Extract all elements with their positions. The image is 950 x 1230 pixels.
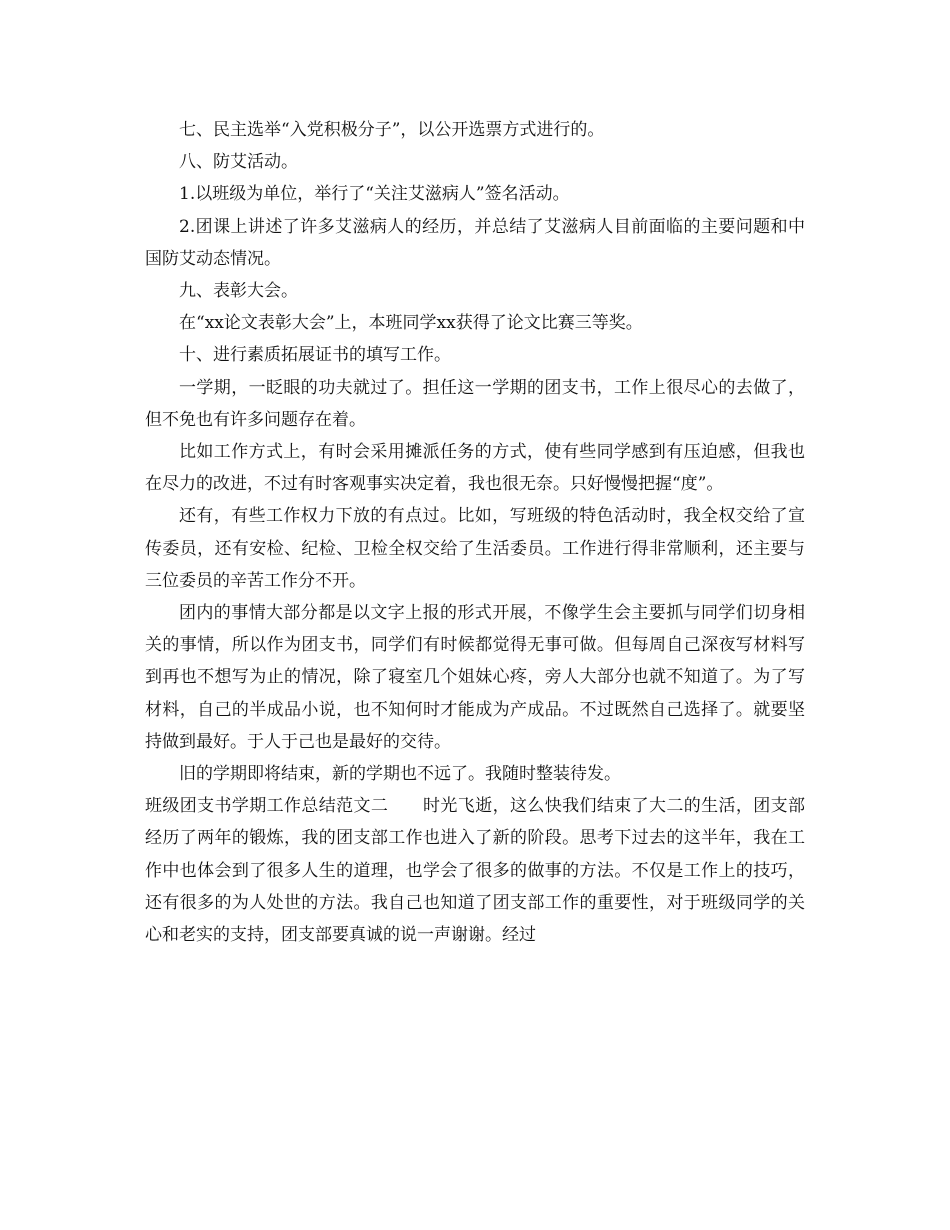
paragraph: 比如工作方式上，有时会采用摊派任务的方式，使有些同学感到有压迫感，但我也在尽力的改进，不过有时客观事实决定着，我也很无奈。只好慢慢把握“度”。 [145,442,805,495]
document-body [145,114,805,951]
paragraph: 团内的事情大部分都是以文字上报的形式开展，不像学生会主要抓与同学们切身相关的事情，所以作为团支书，同学们有时候都觉得无事可做。但每周自己深夜写材料写到再也不想写为止的情况，除了寝室几个姐妹心疼，旁人大部分也就不知道了。为了写材料，自己的半成品小说，也不知何时才能成为产成品。不过既然自己选择了。就要坚持做到最好。于人于己也是最好的交待。 [145,603,805,752]
paragraph: 七、民主选举“入党积极分子”，以公开选票方式进行的。 [179,120,605,140]
paragraph: 2.团课上讲述了许多艾滋病人的经历，并总结了艾滋病人目前面临的主要问题和中国防艾动态情况。 [145,216,805,269]
section-heading-paragraph: 班级团支书学期工作总结范文二 时光飞逝，这么快我们结束了大二的生活，团支部经历了两年的锻炼，我的团支部工作也进入了新的阶段。思考下过去的这半年，我在工作中也体会到了很多人生的道理，也学会了很多的做事的方法。不仅是工作上的技巧，还有很多的为人处世的方法。我自己也知道了团支部工作的重要性，对于班级同学的关心和老实的支持，团支部要真诚的说一声谢谢。经过 [145,796,805,946]
paragraph: 十、进行素质拓展证书的填写工作。 [179,345,451,366]
paragraph: 还有，有些工作权力下放的有点过。比如，写班级的特色活动时，我全权交给了宣传委员，还有安检、纪检、卫检全权交给了生活委员。工作进行得非常顺利，还主要与三位委员的辛苦工作分不开。 [145,506,805,591]
paragraph: 1.以班级为单位，举行了“关注艾滋病人”签名活动。 [179,184,570,205]
paragraph: 九、表彰大会。 [179,281,298,302]
paragraph: 在“xx论文表彰大会”上，本班同学xx获得了论文比赛三等奖。 [179,313,643,334]
paragraph: 旧的学期即将结束，新的学期也不远了。我随时整装待发。 [179,764,621,785]
paragraph: 一学期，一眨眼的功夫就过了。担任这一学期的团支书，工作上很尽心的去做了，但不免也有许多问题存在着。 [145,377,805,430]
paragraph: 八、防艾活动。 [179,152,298,173]
